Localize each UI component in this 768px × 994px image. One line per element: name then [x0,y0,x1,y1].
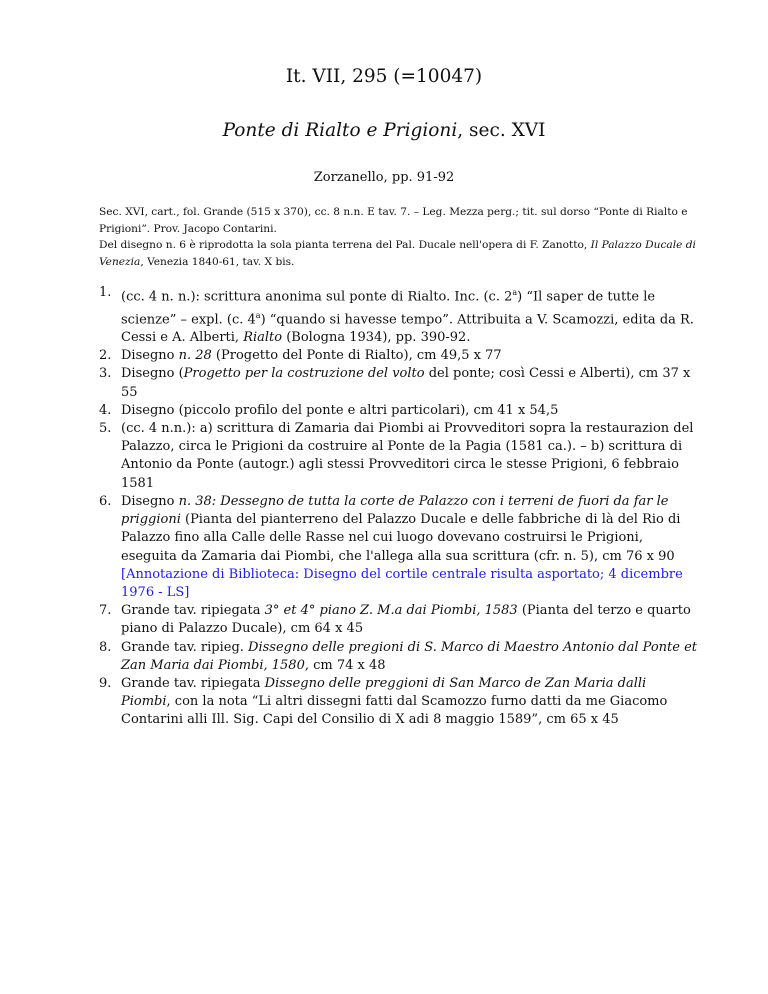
item-italic: 3° et 4° piano Z. M.a dai Piombi, 1583 [264,603,518,619]
description-line-2 [99,237,699,270]
list-item [99,402,699,420]
item-italic: Progetto per la costruzione del volto [183,366,425,382]
list-item [99,420,699,493]
description-line-1: Sec. XVI, cart., fol. Grande (515 x 370), cc. 8 n.n. E tav. 7. – Leg. Mezza perg.; tit. sul dorso “Ponte di Rialto e Prigioni”. Prov. Jacopo Contarini. [99,206,688,235]
item-text: Grande tav. ripiegata [121,603,265,619]
item-text: Disegno ( [121,366,184,382]
item-italic: n. 28 [178,348,212,364]
item-text: (Pianta del terzo e quarto piano di Palazzo Ducale), cm 64 x 45 [121,603,691,637]
item-superscript: a [512,288,518,297]
catalog-reference: Zorzanello, pp. 91-92 [313,170,455,185]
list-item [99,493,699,602]
item-number: 2. [99,348,112,364]
item-text: Grande tav. ripieg. [121,639,249,655]
item-text: Disegno [121,348,179,364]
item-italic: Dissegno delle preggioni di San Marco de Zan Maria dalli Piombi [121,675,647,710]
item-italic: Dissegno delle pregioni di S. Marco di Maestro Antonio dal Ponte et Zan Maria dai Piombi, 1580 [121,639,697,673]
title-italic: Ponte di Rialto e Prigioni [222,120,458,141]
title-century: , sec. XVI [457,120,546,141]
item-italic: Rialto [243,330,283,346]
shelfmark-heading: It. VII, 295 (=10047) [285,66,483,87]
document-title [0,120,768,141]
item-text: (Progetto del Ponte di Rialto), cm 49,5 x 77 [211,348,502,364]
list-item [99,284,699,347]
item-text: (cc. 4 n. n.): scrittura anonima sul ponte di Rialto. Inc. (c. 2 [121,289,513,305]
item-number: 6. [99,493,112,509]
item-text: (cc. 4 n.n.): a) scrittura di Zamaria dai Piombi ai Provveditori sopra la restaurazion del Palazzo, circa le Prigioni da costruire al Ponte de la Pagia (1581 ca.). – b) scrittura di Antonio da Ponte (autogr.) agli stessi Provveditori circa le stesse Prigioni, 6 febbraio 1581 [121,421,694,491]
item-italic: n. 38: Dessegno de tutta la corte de Palazzo con i terreni de fuori da far le priggioni [121,493,669,528]
item-text: Disegno [121,493,179,509]
item-number: 5. [99,421,112,437]
description-text: Del disegno n. 6 è riprodotta la sola pianta terrena del Pal. Ducale nell'opera di F. Zanotto, [99,239,591,252]
item-text: , con la nota “Li altri dissegni fatti dal Scamozzo furno datti da me Giacomo Contarini alli Ill. Sig. Capi del Consilio di X adi 8 maggio 1589”, cm 65 x 45 [121,694,668,728]
item-text: Grande tav. ripiegata [121,675,265,691]
library-annotation: [Annotazione di Biblioteca: Disegno del cortile centrale risulta asportato; 4 dicembre 1976 - LS] [121,566,683,600]
item-text: ) “Il saper de tutte le scienze” – expl. (c. 4 [121,289,656,327]
description-italic: Il Palazzo Ducale di Venezia [99,239,696,268]
item-text: (Pianta del pianterreno del Palazzo Ducale e delle fabbriche di là del Rio di Palazzo fino alla Calle delle Rasse nel cui luogo dovevano costruirsi le Prigioni, eseguita da Zamaria dai Piombi, che l'allega alla sua scrittura (cfr. n. 5), cm 76 x 90 [121,512,681,564]
list-item [99,365,699,401]
contents-list [99,284,699,730]
item-text: , cm 74 x 48 [304,657,386,673]
item-superscript: a [255,310,261,320]
item-text: del ponte; così Cessi e Alberti), cm 37 x 55 [121,366,691,400]
item-text: ) “quando si havesse tempo”. Attribuita a V. Scamozzi, edita da R. Cessi e A. Alberti, [121,311,694,346]
item-number: 3. [99,366,112,382]
list-item [99,675,699,730]
item-number: 1. [99,285,112,300]
physical-description [99,204,699,270]
item-text: Disegno (piccolo profilo del ponte e altri particolari), cm 41 x 54,5 [121,402,559,418]
list-item [99,347,699,365]
list-item [99,602,699,638]
list-item [99,639,699,675]
item-number: 9. [99,675,112,691]
description-text: , Venezia 1840-61, tav. X bis. [140,255,295,268]
item-number: 7. [99,603,112,619]
item-number: 4. [99,402,112,418]
item-text: (Bologna 1934), pp. 390-92. [282,330,471,346]
item-number: 8. [99,639,112,655]
